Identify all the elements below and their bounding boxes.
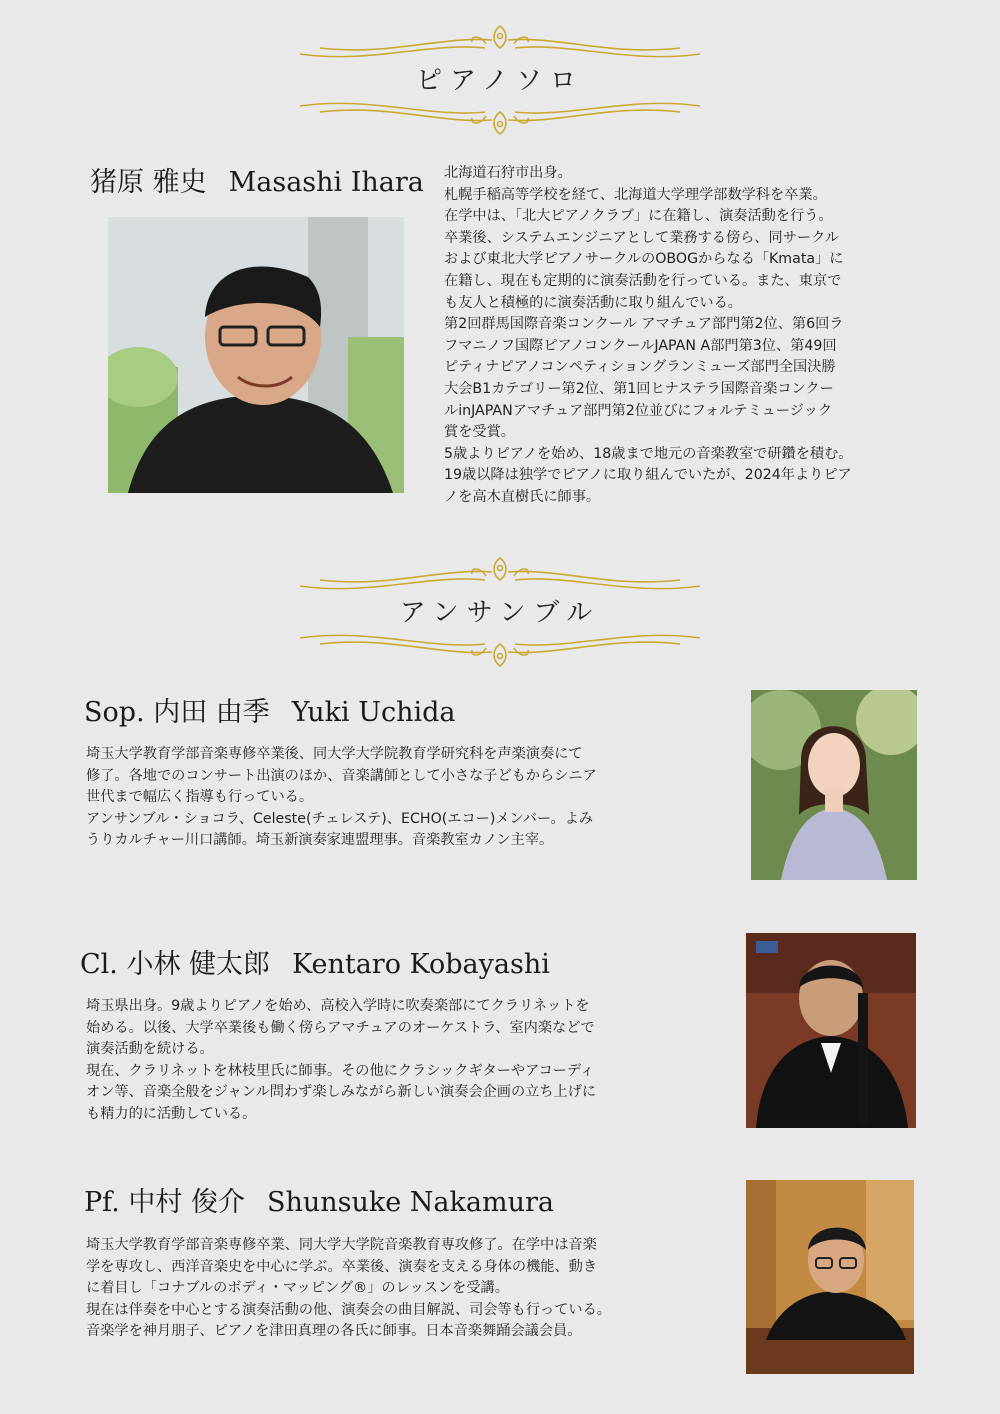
- bio-nakamura: [86, 1235, 726, 1343]
- name-jp: Cl. 小林 健太郎: [80, 949, 271, 980]
- bio-text: 埼玉大学教育学部音楽専修卒業、同大学大学院音楽教育専攻修了。在学中は音楽 学を専攻し、西洋音楽史を中心に学ぶ。卒業後、演奏を支える身体の機能、動き に着目し「コナブルのボディ・マッピング®」のレッスンを受講。 現在は伴奏を中心とする演奏活動の他、演奏会の曲目解説、司会等も行っている。 音楽学を神月朋子、ピアノを津田真理の各氏に師事。日本音楽舞踊会議会員。: [86, 1237, 611, 1340]
- photo-uchida: [751, 690, 917, 880]
- name-en: Kentaro Kobayashi: [292, 949, 550, 980]
- performer-name-kobayashi: [80, 942, 550, 981]
- bio-uchida: [86, 744, 726, 852]
- section-title: アンサンブル: [399, 598, 601, 628]
- bio-ihara: [444, 163, 924, 509]
- bio-kobayashi: [86, 996, 726, 1126]
- name-jp: 猪原 雅史: [90, 167, 207, 198]
- photo-ihara: [108, 217, 404, 493]
- section-header-ensemble: [280, 552, 720, 672]
- name-en: Masashi Ihara: [228, 167, 424, 198]
- bio-text: 北海道石狩市出身。 札幌手稲高等学校を経て、北海道大学理学部数学科を卒業。 在学中は、「北大ピアノクラブ」に在籍し、演奏活動を行う。 卒業後、システムエンジニアとして業務する傍ら、同サークル および東北大学ピアノサークルのOBOGからなる「Kmata」に 在籍し、現在も定期的に演奏活動を行っている。また、東京で も友人と積極的に演奏活動に取り組んでいる。 第2回群馬国際音楽コンクール アマチュア部門第2位、第6回ラ フマニノフ国際ピアノコンクールJAPAN A部門第3位、第49回 ピティナピアノコンペティショングランミューズ部門全国決勝 大会B1カテゴリー第2位、第1回ヒナステラ国際音楽コンクー ルinJAPANアマチュア部門第2位並びにフォルテミュージック 賞を受賞。 5歳よりピアノを始め、18歳まで地元の音楽教室で研鑽を積む。 19歳以降は独学でピアノに取り組んでいたが、2024年よりピア ノを高木直樹氏に師事。: [444, 165, 853, 505]
- section-header-piano-solo: [280, 20, 720, 140]
- name-jp: Sop. 内田 由季: [84, 697, 270, 728]
- bio-text: 埼玉大学教育学部音楽専修卒業後、同大学大学院教育学研究科を声楽演奏にて 修了。各地でのコンサート出演のほか、音楽講師として小さな子どもからシニア 世代まで幅広く指導も行っている。 アンサンブル・ショコラ、Celeste(チェレステ)、ECHO(エコー)メンバー。よみ うりカルチャー川口講師。埼玉新演奏家連盟理事。音楽教室カノン主宰。: [86, 746, 597, 849]
- photo-nakamura: [746, 1180, 914, 1374]
- performer-name-uchida: [84, 690, 456, 729]
- section-title: ピアノソロ: [416, 66, 584, 96]
- name-jp: Pf. 中村 俊介: [84, 1187, 245, 1218]
- bio-text: 埼玉県出身。9歳よりピアノを始め、高校入学時に吹奏楽部にてクラリネットを 始める。以後、大学卒業後も働く傍らアマチュアのオーケストラ、室内楽などで 演奏活動を続ける。 現在、クラリネットを林枝里氏に師事。その他にクラシックギターやアコーディ オン等、音楽全般をジャンル問わず楽しみながら新しい演奏会企画の立ち上げに も精力的に活動している。: [86, 998, 597, 1122]
- name-en: Yuki Uchida: [291, 697, 456, 728]
- name-en: Shunsuke Nakamura: [266, 1187, 554, 1218]
- performer-name-ihara: [90, 160, 424, 199]
- performer-name-nakamura: [84, 1180, 554, 1219]
- photo-kobayashi: [746, 933, 916, 1128]
